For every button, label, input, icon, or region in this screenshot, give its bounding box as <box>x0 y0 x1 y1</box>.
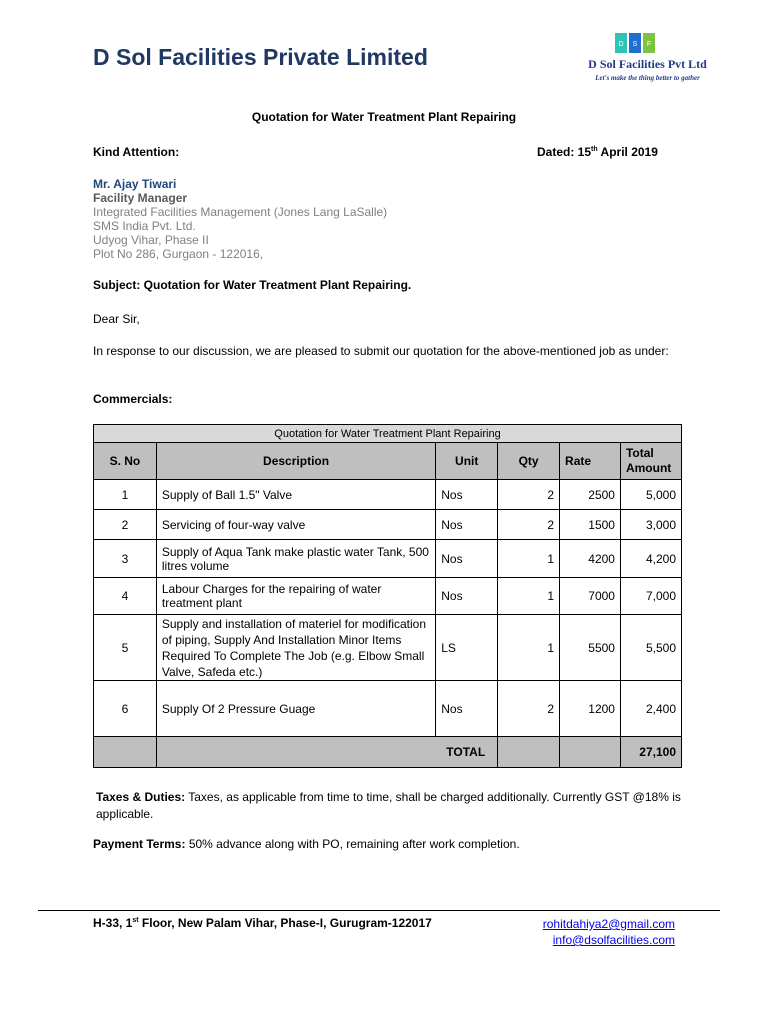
header-rate: Rate <box>560 443 621 480</box>
recipient-line: Udyog Vihar, Phase II <box>93 233 209 247</box>
taxes-label: Taxes & Duties: <box>96 790 186 804</box>
cell-qty: 1 <box>498 540 560 578</box>
cell-amount: 7,000 <box>620 578 681 615</box>
total-empty-cell <box>560 737 621 768</box>
footer-address-suffix: Floor, New Palam Vihar, Phase-I, Gurugram-122017 <box>138 916 432 930</box>
quotation-table <box>93 424 682 768</box>
footer-address-prefix: H-33, 1 <box>93 916 133 930</box>
table-header-row <box>94 443 682 480</box>
cell-rate: 5500 <box>560 615 621 681</box>
header-sno: S. No <box>94 443 157 480</box>
kind-attention-label: Kind Attention: <box>93 145 180 159</box>
cell-sno: 4 <box>94 578 157 615</box>
cell-description: Supply and installation of materiel for modification of piping, Supply And Installation Minor Items Required To Complete The Job (e.g. Elbow Small Valve, Safeda etc.) <box>156 615 435 681</box>
cell-rate: 7000 <box>560 578 621 615</box>
email-link-rohit[interactable]: rohitdahiya2@gmail.com <box>542 917 675 931</box>
cell-description: Supply of Ball 1.5" Valve <box>156 480 435 510</box>
company-logo <box>612 30 660 56</box>
recipient-address <box>93 177 387 261</box>
intro-paragraph: In response to our discussion, we are pleased to submit our quotation for the above-mentioned job as under: <box>93 344 669 358</box>
footer-address-superscript: st <box>132 917 139 924</box>
salutation: Dear Sir, <box>93 312 140 326</box>
payment-text: 50% advance along with PO, remaining after work completion. <box>185 837 520 851</box>
recipient-role: Facility Manager <box>93 191 188 205</box>
cell-rate: 1200 <box>560 681 621 737</box>
email-link-info[interactable]: info@dsolfacilities.com <box>552 933 675 947</box>
cell-description: Supply Of 2 Pressure Guage <box>156 681 435 737</box>
cell-amount: 4,200 <box>620 540 681 578</box>
cell-rate: 1500 <box>560 510 621 540</box>
header-unit: Unit <box>436 443 498 480</box>
table-row <box>94 510 682 540</box>
cell-description: Servicing of four-way valve <box>156 510 435 540</box>
footer-emails <box>543 916 675 948</box>
date-line <box>537 145 658 159</box>
header-qty: Qty <box>498 443 560 480</box>
total-label: TOTAL <box>156 737 497 768</box>
recipient-line: SMS India Pvt. Ltd. <box>93 219 196 233</box>
cell-unit: Nos <box>436 510 498 540</box>
date-prefix: Dated: 15 <box>537 145 592 159</box>
table-row <box>94 480 682 510</box>
table-row <box>94 578 682 615</box>
cell-amount: 5,500 <box>620 615 681 681</box>
payment-label: Payment Terms: <box>93 837 186 851</box>
cell-unit: Nos <box>436 681 498 737</box>
cell-qty: 1 <box>498 615 560 681</box>
table-row <box>94 681 682 737</box>
cell-sno: 2 <box>94 510 157 540</box>
taxes-text: Taxes, as applicable from time to time, shall be charged additionally. Currently GST @18% is applicable. <box>96 790 681 821</box>
document-title: Quotation for Water Treatment Plant Repairing <box>251 110 517 124</box>
cell-qty: 1 <box>498 578 560 615</box>
cell-sno: 1 <box>94 480 157 510</box>
footer-address <box>93 916 432 930</box>
total-empty-cell <box>94 737 157 768</box>
cell-rate: 2500 <box>560 480 621 510</box>
total-row <box>94 737 682 768</box>
table-row <box>94 540 682 578</box>
cell-unit: Nos <box>436 578 498 615</box>
company-name: D Sol Facilities Private Limited <box>93 44 428 70</box>
payment-terms <box>93 836 693 853</box>
cell-sno: 6 <box>94 681 157 737</box>
recipient-line: Plot No 286, Gurgaon - 122016, <box>93 247 264 261</box>
cell-description: Labour Charges for the repairing of water treatment plant <box>156 578 435 615</box>
logo-letter-s: S <box>632 41 638 48</box>
date-superscript: th <box>591 146 598 153</box>
cell-unit: LS <box>436 615 498 681</box>
table-row <box>94 615 682 681</box>
cell-amount: 2,400 <box>620 681 681 737</box>
total-value: 27,100 <box>620 737 681 768</box>
cell-qty: 2 <box>498 480 560 510</box>
recipient-name: Mr. Ajay Tiwari <box>93 177 177 191</box>
cell-sno: 3 <box>94 540 157 578</box>
cell-sno: 5 <box>94 615 157 681</box>
cell-qty: 2 <box>498 681 560 737</box>
cell-description: Supply of Aqua Tank make plastic water Tank, 500 litres volume <box>156 540 435 578</box>
header-description: Description <box>156 443 435 480</box>
table-title-row <box>94 425 682 443</box>
header-total-amount: Total Amount <box>620 443 681 480</box>
footer-divider <box>38 910 720 911</box>
recipient-line: Integrated Facilities Management (Jones Lang LaSalle) <box>93 205 388 219</box>
logo-tagline: Let's make the thing better to gather <box>595 74 700 82</box>
date-suffix: April 2019 <box>597 145 658 159</box>
total-empty-cell <box>498 737 560 768</box>
cell-rate: 4200 <box>560 540 621 578</box>
cell-amount: 3,000 <box>620 510 681 540</box>
subject-line: Subject: Quotation for Water Treatment Plant Repairing. <box>93 278 412 292</box>
cell-qty: 2 <box>498 510 560 540</box>
logo-letter-f: F <box>646 41 652 48</box>
logo-letter-d: D <box>618 41 624 48</box>
logo-company-name: D Sol Facilities Pvt Ltd <box>588 57 707 71</box>
taxes-duties <box>96 789 696 823</box>
commercials-heading: Commercials: <box>93 392 173 406</box>
cell-unit: Nos <box>436 480 498 510</box>
cell-amount: 5,000 <box>620 480 681 510</box>
table-title: Quotation for Water Treatment Plant Repairing <box>94 425 682 443</box>
cell-unit: Nos <box>436 540 498 578</box>
